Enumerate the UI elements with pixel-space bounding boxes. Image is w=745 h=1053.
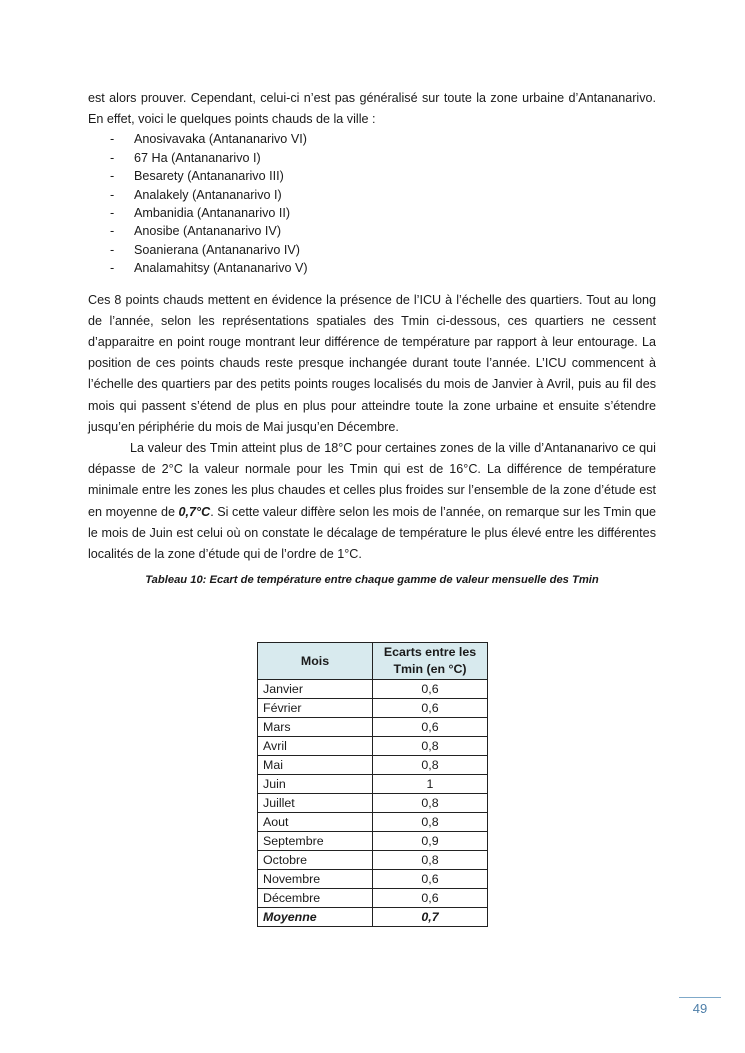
intro-paragraph: est alors prouver. Cependant, celui-ci n’est pas généralisé sur toute la zone urbaine d’Antananarivo. En effet, voici le quelques points chauds de la ville : bbox=[88, 91, 656, 127]
table-row: Septembre 0,9 bbox=[258, 832, 488, 851]
header-month: Mois bbox=[258, 643, 373, 680]
average-emphasis: 0,7°C bbox=[178, 504, 211, 519]
page-number: 49 bbox=[692, 1001, 708, 1016]
list-item: - Anosibe (Antananarivo IV) bbox=[110, 224, 282, 239]
table-row: Février 0,6 bbox=[258, 699, 488, 718]
list-item: - Analamahitsy (Antananarivo V) bbox=[110, 261, 308, 276]
table-row: Janvier 0,6 bbox=[258, 680, 488, 699]
table-row: Octobre 0,8 bbox=[258, 851, 488, 870]
table-row: Aout 0,8 bbox=[258, 813, 488, 832]
table-row: Novembre 0,6 bbox=[258, 870, 488, 889]
tmin-table bbox=[257, 642, 488, 927]
page-body bbox=[88, 88, 656, 589]
table-row: Décembre 0,6 bbox=[258, 889, 488, 908]
hotspot-list bbox=[88, 130, 656, 277]
paragraph-tmin: La valeur des Tmin atteint plus de 18°C pour certaines zones de la ville d’Antananarivo ce qui dépasse de 2°C la valeur normale pour les Tmin qui est de 16°C. La différence de température minimale entre les zones les plus chaudes et celles plus froides sur l’ensemble de la zone d’étude est en moyenne de 0,7°C. Si cette valeur diffère selon les mois de l’année, on remarque sur les Tmin que le mois de Juin est celui où on constate le décalage de température le plus élevé entre les différentes localités de la zone d’étude qui de l’ordre de 1°C. bbox=[88, 441, 657, 562]
header-value: Ecarts entre les Tmin (en °C) bbox=[373, 643, 488, 680]
paragraph-icu: Ces 8 points chauds mettent en évidence la présence de l’ICU à l’échelle des quartiers. Tout au long de l’année, selon les représentations spatiales des Tmin ci-dessous, ces quartiers ne cessent d’apparaitre en point rouge montrant leur différence de température par rapport à leur entourage. La position de ces points chauds reste presque inchangée durant toute l’année. L’ICU commencent à l’échelle des quartiers par des petits points rouges localisés du mois de Janvier à Avril, puis au fil des mois qui passent s’étend de plus en plus pour atteindre toute la zone urbaine et ensuite s’étendre jusqu’en périphérie du mois de Mai jusqu’en Décembre. bbox=[88, 292, 656, 434]
table-caption: Tableau 10: Ecart de température entre chaque gamme de valeur mensuelle des Tmin bbox=[145, 574, 599, 587]
list-item: - Soanierana (Antananarivo IV) bbox=[110, 242, 300, 257]
list-item: - Besarety (Antananarivo III) bbox=[110, 169, 284, 184]
list-item: - Analakely (Antananarivo I) bbox=[110, 187, 282, 202]
list-item: - Anosivavaka (Antananarivo VI) bbox=[110, 132, 307, 147]
list-item: - Ambanidia (Antananarivo II) bbox=[110, 206, 291, 221]
table-row: Mars 0,6 bbox=[258, 718, 488, 737]
table-row: Mai 0,8 bbox=[258, 756, 488, 775]
table-row: Juillet 0,8 bbox=[258, 794, 488, 813]
page-number-rule bbox=[679, 997, 721, 998]
average-row: Moyenne 0,7 bbox=[258, 908, 488, 927]
table-row: Juin 1 bbox=[258, 775, 488, 794]
table-row: Avril 0,8 bbox=[258, 737, 488, 756]
list-item: - 67 Ha (Antananarivo I) bbox=[110, 150, 261, 165]
